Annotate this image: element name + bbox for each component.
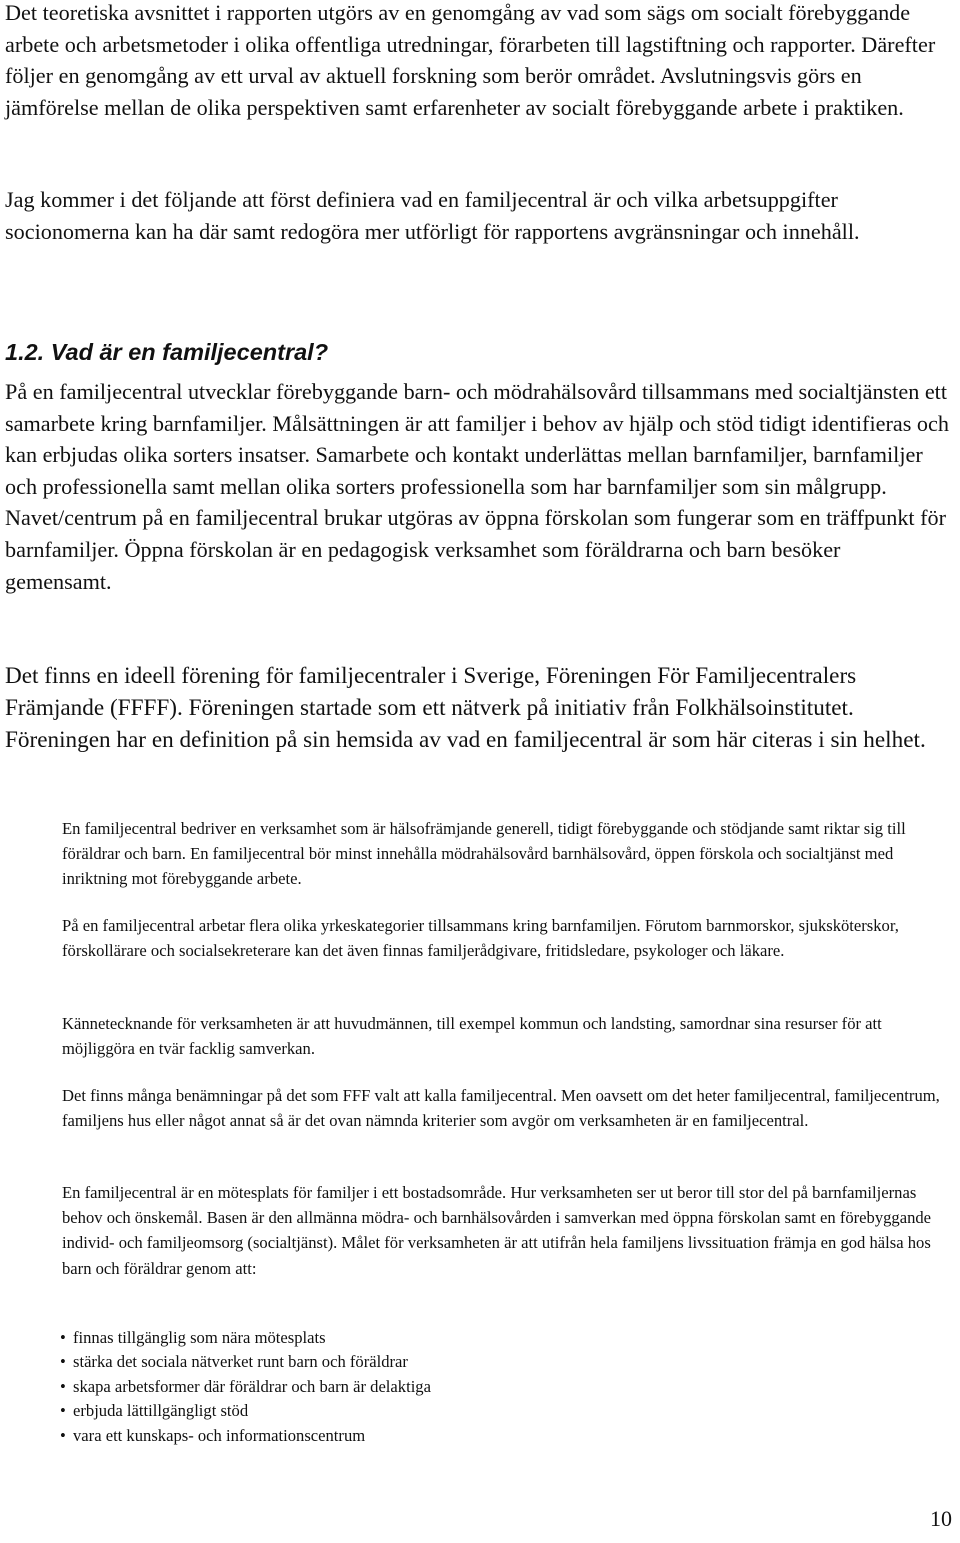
association-paragraph: Det finns en ideell förening för familjecentraler i Sverige, Föreningen För Familjecentralers Främjande (FFFF). Föreningen startade som ett nätverk på initiativ från Folkhälsoinstitutet. Föreningen har en definition på sin hemsida av vad en familjecentral är som här citeras i sin helhet. [5,663,926,754]
quote-paragraph-4: Det finns många benämningar på det som FFF valt att kalla familjecentral. Men oavsett om det heter familjecentral, familjecentrum, familjens hus eller något annat så är det ovan nämnda kriterier som avgör om verksamheten är en familjecentral. [62,1086,940,1131]
quote-paragraph-2: På en familjecentral arbetar flera olika yrkeskategorier tillsammans kring barnfamiljen. Förutom barnmorskor, sjuksköterskor, förskollärare och socialsekreterare kan det även finnas familjerådgivare, fritidsledare, psykologer och läkare. [62,916,899,961]
quote-paragraph-3: Kännetecknande för verksamheten är att huvudmännen, till exempel kommun och landsting, samordnar sina resurser för att möjliggöra en tvär facklig samverkan. [62,1014,882,1059]
page-number: 10 [930,1506,952,1531]
goals-list [60,1326,431,1448]
list-item-text: finnas tillgänglig som nära mötesplats [73,1328,326,1347]
list-item-text: skapa arbetsformer där föräldrar och barn är delaktiga [73,1376,431,1396]
list-item-text: stärka det sociala nätverket runt barn och föräldrar [73,1352,408,1372]
bullet-icon: • [60,1376,66,1396]
section-heading: 1.2. Vad är en familjecentral? [5,339,329,365]
bullet-icon: • [60,1401,66,1421]
list-item [60,1350,431,1374]
scope-paragraph: Jag kommer i det följande att först definiera vad en familjecentral är och vilka arbetsuppgifter socionomerna kan ha där samt redogöra mer utförligt för rapportens avgränsningar och innehåll. [5,187,860,244]
bullet-icon: • [60,1352,66,1372]
quote-paragraph-1: En familjecentral bedriver en verksamhet som är hälsofrämjande generell, tidigt förebyggande och stödjande samt riktar sig till föräldrar och barn. En familjecentral bör minst innehålla mödrahälsovård barnhälsovård, öppen förskola och socialtjänst med inriktning mot förebyggande arbete. [62,819,906,889]
list-item [60,1424,431,1448]
list-item-text: vara ett kunskaps- och informationscentrum [73,1425,366,1445]
list-item [60,1375,431,1399]
bullet-icon: • [60,1328,66,1347]
list-item [60,1399,431,1423]
intro-paragraph: Det teoretiska avsnittet i rapporten utgörs av en genomgång av vad som sägs om socialt förebyggande arbete och arbetsmetoder i olika offentliga utredningar, förarbeten till lagstiftning och rapporter. Därefter följer en genomgång av ett urval av aktuell forskning som berör området. Avslutningsvis görs en jämförelse mellan de olika perspektiven samt erfarenheter av socialt förebyggande arbete i praktiken. [5,0,936,120]
list-item [60,1326,431,1350]
bullet-icon: • [60,1425,66,1445]
list-item-text: erbjuda lättillgängligt stöd [73,1401,249,1421]
quote-paragraph-5: En familjecentral är en mötesplats för familjer i ett bostadsområde. Hur verksamheten ser ut beror till stor del på barnfamiljernas behov och önskemål. Basen är den allmänna mödra- och barnhälsovården i samverkan med öppna förskolan samt en förebyggande individ- och familjeomsorg (socialtjänst). Målet för verksamheten är att utifrån hela familjens livssituation främja en god hälsa hos barn och föräldrar genom att: [62,1183,932,1278]
definition-paragraph: På en familjecentral utvecklar förebyggande barn- och mödrahälsovård tillsammans med socialtjänsten ett samarbete kring barnfamiljer. Målsättningen är att familjer i behov av hjälp och stöd tidigt identifieras och kan erbjudas olika sorters insatser. Samarbete och kontakt underlättas mellan barnfamiljer, barnfamiljer och professionella samt mellan olika sorters professionella som har barnfamiljer som sin målgrupp. Navet/centrum på en familjecentral brukar utgöras av öppna förskolan som fungerar som en träffpunkt för barnfamiljer. Öppna förskolan är en pedagogisk verksamhet som föräldrarna och barn besöker gemensamt. [5,379,949,594]
